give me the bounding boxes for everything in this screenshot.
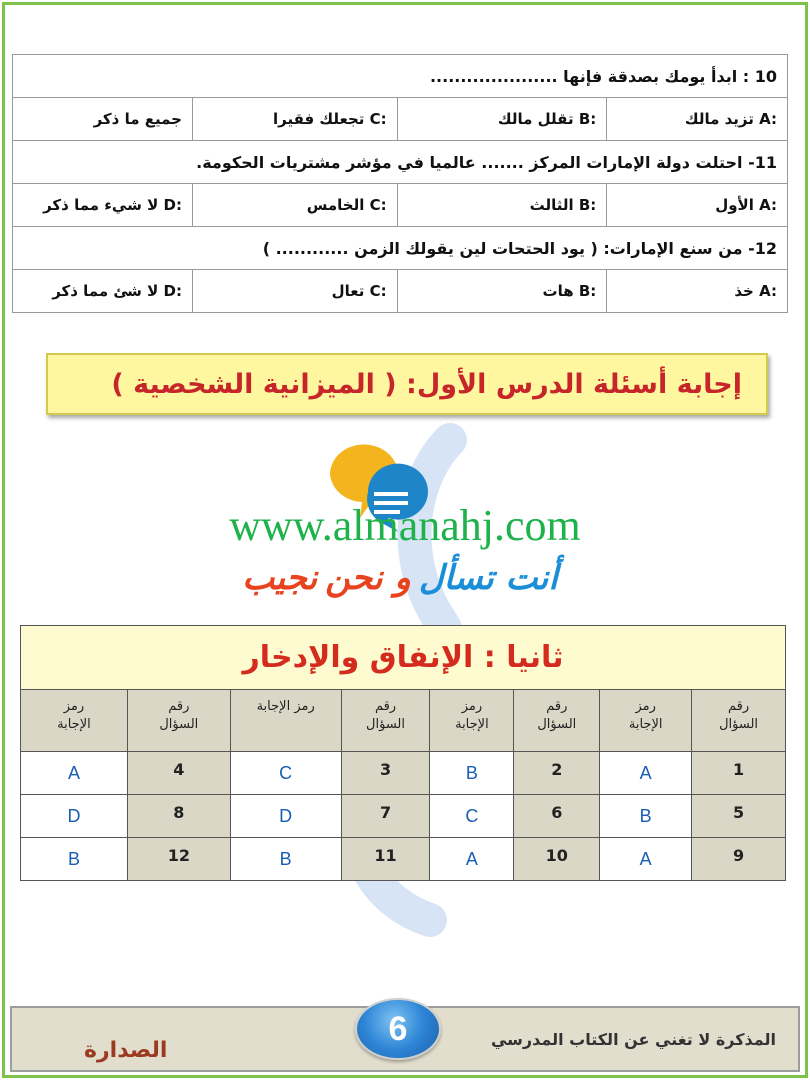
header-answer-code: رمز الإجابة — [21, 690, 128, 752]
option-a: A: تزيد مالك — [607, 98, 788, 141]
answers-row — [21, 752, 786, 795]
header-answer-code: رمز الإجابة — [600, 690, 692, 752]
option-a: A: خذ — [607, 270, 788, 313]
question-row — [13, 227, 788, 270]
answers-header-row — [21, 690, 786, 752]
header-question-number: رقم السؤال — [341, 690, 430, 752]
option-c: C: الخامس — [192, 184, 397, 227]
slogan-part-1: أنت تسأل — [418, 558, 558, 598]
header-question-number: رقم السؤال — [514, 690, 600, 752]
question-number: 1 — [692, 752, 786, 795]
question-number: 6 — [514, 795, 600, 838]
slogan-part-2: و نحن — [325, 558, 411, 598]
question-number: 8 — [127, 795, 230, 838]
header-answer-code: رمز الإجابة — [230, 690, 341, 752]
question-row — [13, 141, 788, 184]
page-footer — [10, 1006, 800, 1072]
option-b: B: الثالث — [397, 184, 607, 227]
header-question-number: رقم السؤال — [127, 690, 230, 752]
answer-code: B — [600, 795, 692, 838]
lesson-banner — [46, 353, 768, 415]
answer-code: B — [21, 838, 128, 881]
slogan — [210, 552, 590, 604]
header-answer-code: رمز الإجابة — [430, 690, 514, 752]
answer-code: B — [230, 838, 341, 881]
options-row — [13, 98, 788, 141]
option-d: D: لا شئ مما ذكر — [13, 270, 193, 313]
option-d: جميع ما ذكر — [13, 98, 193, 141]
answer-code: A — [600, 752, 692, 795]
question-11: 11- احتلت دولة الإمارات المركز ....... عالميا في مؤشر مشتريات الحكومة. — [13, 141, 788, 184]
school-name: الصدارة — [84, 1038, 168, 1063]
question-number: 7 — [341, 795, 430, 838]
answers-title: ثانيا : الإنفاق والإدخار — [21, 626, 786, 690]
answers-row — [21, 838, 786, 881]
options-row — [13, 184, 788, 227]
question-12: 12- من سنع الإمارات: ( يود الحتحات لين يقولك الزمن ............ ) — [13, 227, 788, 270]
slogan-part-3: نجيب — [242, 558, 318, 598]
answers-row — [21, 795, 786, 838]
option-d: D: لا شيء مما ذكر — [13, 184, 193, 227]
question-number: 2 — [514, 752, 600, 795]
answers-table — [20, 625, 786, 881]
question-number: 3 — [341, 752, 430, 795]
option-b: B: تقلل مالك — [397, 98, 607, 141]
answer-code: A — [430, 838, 514, 881]
answer-code: D — [230, 795, 341, 838]
question-number: 11 — [341, 838, 430, 881]
answer-code: C — [230, 752, 341, 795]
banner-title: إجابة أسئلة الدرس الأول: ( الميزانية الشخصية ) — [111, 368, 742, 400]
answer-code: A — [600, 838, 692, 881]
answer-code: C — [430, 795, 514, 838]
question-number: 9 — [692, 838, 786, 881]
options-row — [13, 270, 788, 313]
option-a: A: الأول — [607, 184, 788, 227]
answer-code: A — [21, 752, 128, 795]
page-number-badge: 6 — [355, 998, 441, 1060]
question-row — [13, 55, 788, 98]
answer-code: D — [21, 795, 128, 838]
quiz-table — [12, 54, 788, 313]
header-question-number: رقم السؤال — [692, 690, 786, 752]
question-10: 10 : ابدأ يومك بصدقة فإنها ..................... — [13, 55, 788, 98]
option-c: C: تجعلك فقيرا — [192, 98, 397, 141]
footer-note: المذكرة لا تغني عن الكتاب المدرسي — [490, 1030, 776, 1049]
question-number: 10 — [514, 838, 600, 881]
answer-code: B — [430, 752, 514, 795]
question-number: 12 — [127, 838, 230, 881]
option-c: C: تعال — [192, 270, 397, 313]
site-url: www.almanahj.com — [229, 501, 581, 550]
question-number: 5 — [692, 795, 786, 838]
question-number: 4 — [127, 752, 230, 795]
option-b: B: هات — [397, 270, 607, 313]
